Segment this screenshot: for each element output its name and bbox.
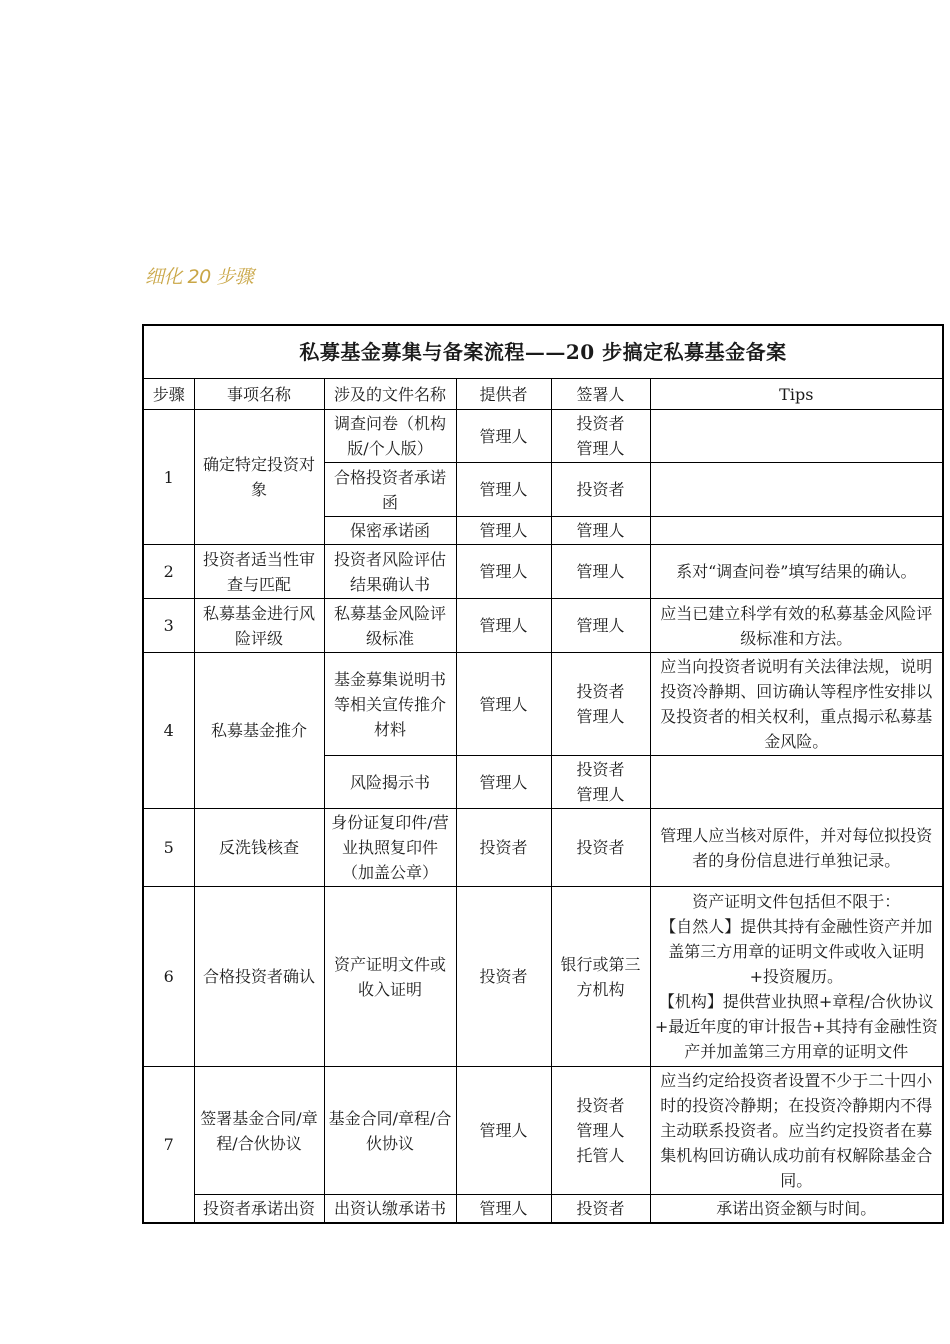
tips: [650, 410, 943, 463]
document-name: 基金募集说明书等相关宣传推介材料: [324, 653, 456, 756]
table-row: [143, 653, 943, 756]
item-name: 确定特定投资对象: [194, 410, 324, 545]
tips: [650, 517, 943, 545]
provider: 管理人: [456, 756, 551, 809]
item-name: 签署基金合同/章程/合伙协议: [194, 1067, 324, 1195]
fund-filing-table: [142, 324, 944, 1224]
signer: 管理人: [551, 599, 650, 653]
provider: 投资者: [456, 887, 551, 1067]
item-name: 投资者适当性审查与匹配: [194, 545, 324, 599]
signer: 投资者 管理人: [551, 410, 650, 463]
provider: 管理人: [456, 1195, 551, 1224]
header-step: 步骤: [143, 379, 194, 410]
item-name: 反洗钱核查: [194, 809, 324, 887]
item-name: 私募基金进行风险评级: [194, 599, 324, 653]
provider: 管理人: [456, 463, 551, 517]
step-number: 4: [143, 653, 194, 809]
provider: 管理人: [456, 653, 551, 756]
step-number: 6: [143, 887, 194, 1067]
signer: 投资者: [551, 1195, 650, 1224]
tips: 系对“调查问卷”填写结果的确认。: [650, 545, 943, 599]
document-name: 出资认缴承诺书: [324, 1195, 456, 1224]
signer: 银行或第三方机构: [551, 887, 650, 1067]
header-tips: Tips: [650, 379, 943, 410]
table-row: [143, 1067, 943, 1195]
tips: 应当已建立科学有效的私募基金风险评级标准和方法。: [650, 599, 943, 653]
item-name: 合格投资者确认: [194, 887, 324, 1067]
signer: 管理人: [551, 517, 650, 545]
table-row: [143, 887, 943, 1067]
provider: 管理人: [456, 599, 551, 653]
document-name: 基金合同/章程/合伙协议: [324, 1067, 456, 1195]
signer: 投资者: [551, 809, 650, 887]
signer: 投资者: [551, 463, 650, 517]
document-name: 私募基金风险评级标准: [324, 599, 456, 653]
signer: 投资者 管理人: [551, 756, 650, 809]
document-name: 资产证明文件或收入证明: [324, 887, 456, 1067]
provider: 管理人: [456, 517, 551, 545]
document-name: 合格投资者承诺函: [324, 463, 456, 517]
table-row: [143, 809, 943, 887]
tips: 承诺出资金额与时间。: [650, 1195, 943, 1224]
table-row: [143, 1195, 943, 1224]
item-name: 私募基金推介: [194, 653, 324, 809]
document-name: 身份证复印件/营业执照复印件（加盖公章）: [324, 809, 456, 887]
header-signer: 签署人: [551, 379, 650, 410]
signer: 投资者 管理人: [551, 653, 650, 756]
provider: 投资者: [456, 809, 551, 887]
table-row: [143, 410, 943, 463]
step-number: 1: [143, 410, 194, 545]
item-name: 投资者承诺出资: [194, 1195, 324, 1224]
step-number: 7: [143, 1067, 194, 1224]
table-row: [143, 599, 943, 653]
provider: 管理人: [456, 410, 551, 463]
header-documents: 涉及的文件名称: [324, 379, 456, 410]
section-heading: 细化 20 步骤: [145, 266, 254, 288]
document-name: 风险揭示书: [324, 756, 456, 809]
provider: 管理人: [456, 1067, 551, 1195]
document-name: 保密承诺函: [324, 517, 456, 545]
step-number: 5: [143, 809, 194, 887]
tips: 资产证明文件包括但不限于： 【自然人】提供其持有金融性资产并加盖第三方用章的证明文件或收入证明+投资履历。 【机构】提供营业执照+章程/合伙协议+最近年度的审计报告+其持有金融性资产并加盖第三方用章的证明文件: [650, 887, 943, 1067]
step-number: 3: [143, 599, 194, 653]
tips: 应当向投资者说明有关法律法规，说明投资冷静期、回访确认等程序性安排以及投资者的相关权利，重点揭示私募基金风险。: [650, 653, 943, 756]
tips: [650, 463, 943, 517]
step-number: 2: [143, 545, 194, 599]
document-name: 投资者风险评估结果确认书: [324, 545, 456, 599]
tips: 应当约定给投资者设置不少于二十四小时的投资冷静期；在投资冷静期内不得主动联系投资者。应当约定投资者在募集机构回访确认成功前有权解除基金合同。: [650, 1067, 943, 1195]
header-provider: 提供者: [456, 379, 551, 410]
header-item: 事项名称: [194, 379, 324, 410]
signer: 投资者 管理人 托管人: [551, 1067, 650, 1195]
table-title: 私募基金募集与备案流程——20 步搞定私募基金备案: [143, 325, 943, 379]
tips: 管理人应当核对原件，并对每位拟投资者的身份信息进行单独记录。: [650, 809, 943, 887]
table-row: [143, 545, 943, 599]
tips: [650, 756, 943, 809]
signer: 管理人: [551, 545, 650, 599]
provider: 管理人: [456, 545, 551, 599]
document-name: 调查问卷（机构版/个人版）: [324, 410, 456, 463]
